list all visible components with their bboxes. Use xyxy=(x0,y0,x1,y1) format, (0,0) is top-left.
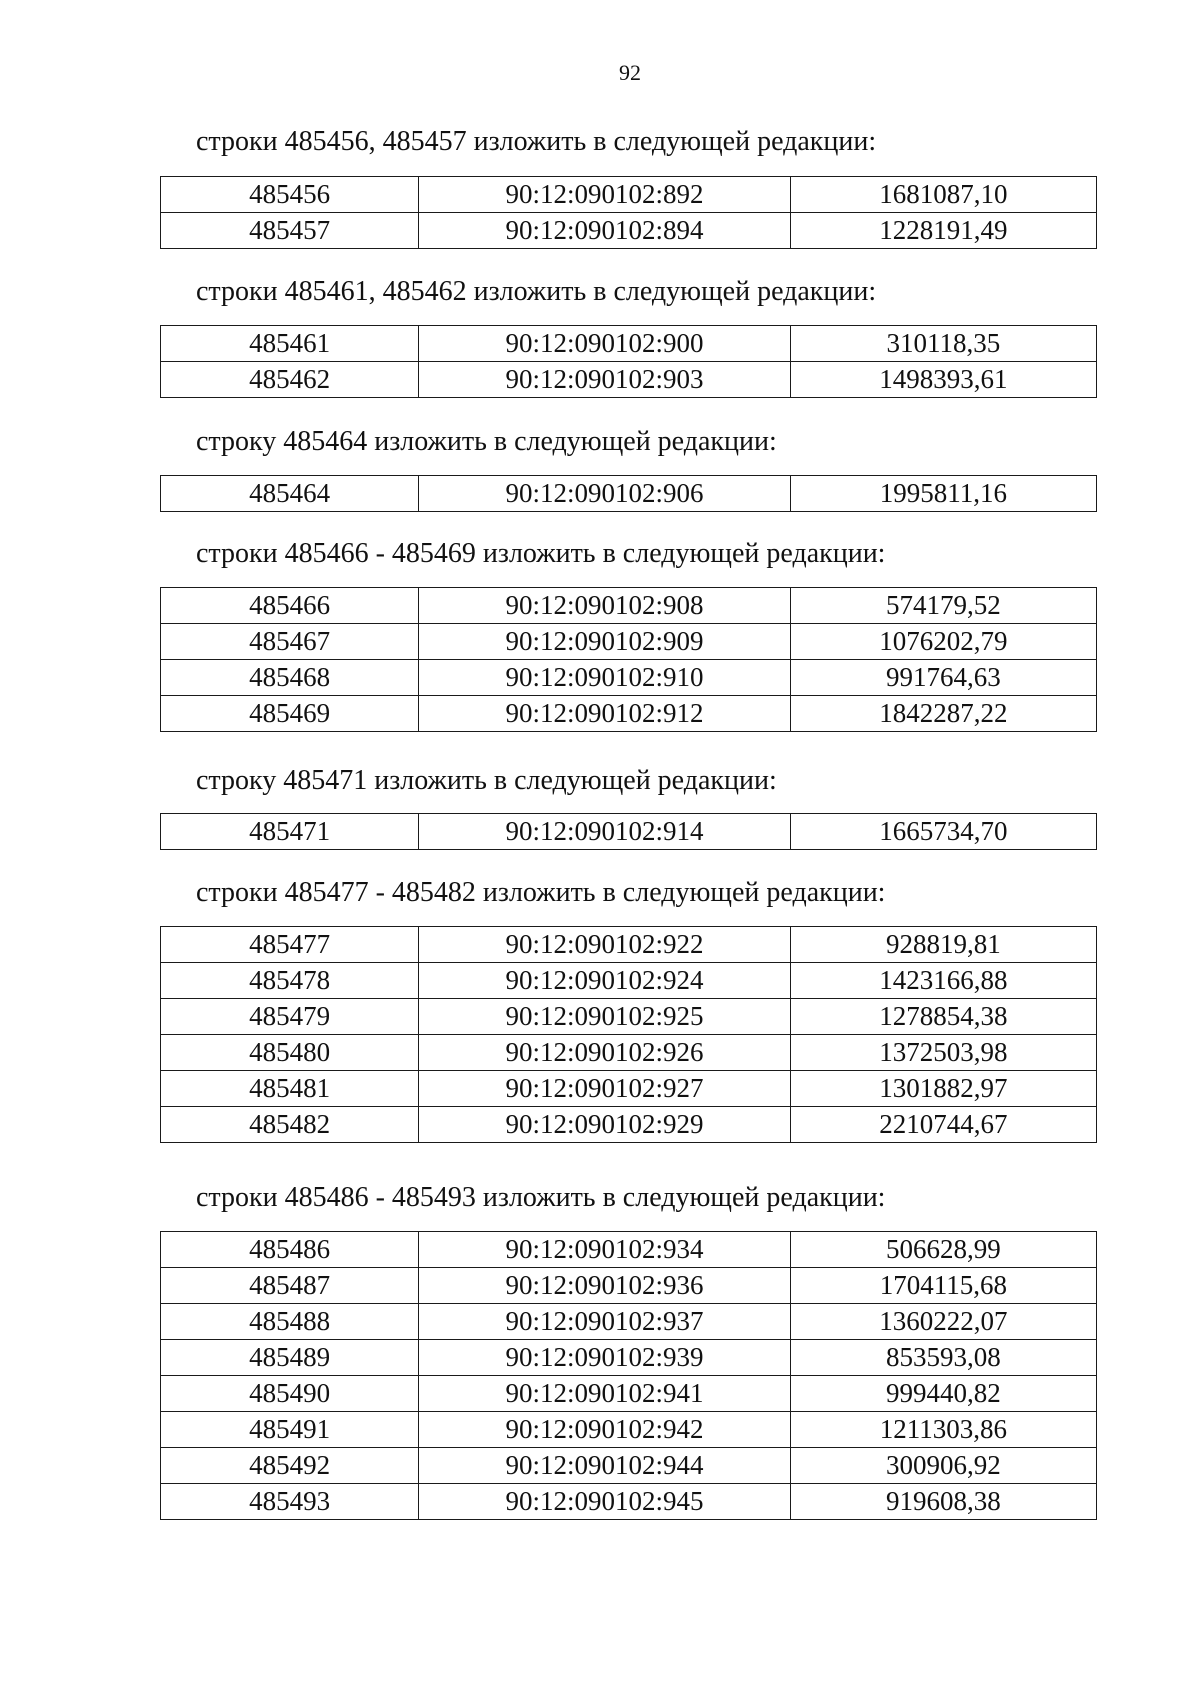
value-cell: 1423166,88 xyxy=(790,963,1096,999)
value-cell: 1360222,07 xyxy=(790,1304,1096,1340)
row-number-cell: 485490 xyxy=(161,1376,419,1412)
amendment-table xyxy=(160,325,1097,398)
table-row xyxy=(161,1107,1097,1143)
value-cell: 1842287,22 xyxy=(790,696,1096,732)
row-number-cell: 485471 xyxy=(161,814,419,850)
section-intro: строку 485464 изложить в следующей редакции: xyxy=(196,426,777,457)
row-number-cell: 485466 xyxy=(161,588,419,624)
row-number-cell: 485479 xyxy=(161,999,419,1035)
cadastral-number-cell: 90:12:090102:906 xyxy=(419,476,790,512)
table-row xyxy=(161,476,1097,512)
value-cell: 853593,08 xyxy=(790,1340,1096,1376)
cadastral-number-cell: 90:12:090102:912 xyxy=(419,696,790,732)
cadastral-number-cell: 90:12:090102:910 xyxy=(419,660,790,696)
cadastral-number-cell: 90:12:090102:945 xyxy=(419,1484,790,1520)
row-number-cell: 485457 xyxy=(161,213,419,249)
table-row xyxy=(161,927,1097,963)
value-cell: 574179,52 xyxy=(790,588,1096,624)
amendment-section xyxy=(160,274,1097,394)
section-intro: строки 485486 - 485493 изложить в следующей редакции: xyxy=(196,1182,886,1213)
section-intro: строки 485466 - 485469 изложить в следующей редакции: xyxy=(196,538,886,569)
value-cell: 300906,92 xyxy=(790,1448,1096,1484)
amendment-section xyxy=(160,875,1097,1139)
row-number-cell: 485493 xyxy=(161,1484,419,1520)
cadastral-number-cell: 90:12:090102:908 xyxy=(419,588,790,624)
row-number-cell: 485456 xyxy=(161,177,419,213)
value-cell: 2210744,67 xyxy=(790,1107,1096,1143)
table-row xyxy=(161,362,1097,398)
section-intro: строки 485456, 485457 изложить в следующей редакции: xyxy=(196,126,877,157)
cadastral-number-cell: 90:12:090102:900 xyxy=(419,326,790,362)
table-row xyxy=(161,624,1097,660)
row-number-cell: 485491 xyxy=(161,1412,419,1448)
cadastral-number-cell: 90:12:090102:937 xyxy=(419,1304,790,1340)
table-row xyxy=(161,660,1097,696)
section-intro: строки 485461, 485462 изложить в следующей редакции: xyxy=(196,276,877,307)
cadastral-number-cell: 90:12:090102:934 xyxy=(419,1232,790,1268)
section-intro: строку 485471 изложить в следующей редакции: xyxy=(196,765,777,796)
cadastral-number-cell: 90:12:090102:894 xyxy=(419,213,790,249)
amendment-section xyxy=(160,424,1097,508)
row-number-cell: 485469 xyxy=(161,696,419,732)
value-cell: 1076202,79 xyxy=(790,624,1096,660)
amendment-table xyxy=(160,176,1097,249)
table-row xyxy=(161,1484,1097,1520)
row-number-cell: 485478 xyxy=(161,963,419,999)
value-cell: 919608,38 xyxy=(790,1484,1096,1520)
page-number: 92 xyxy=(619,60,641,85)
row-number-cell: 485477 xyxy=(161,927,419,963)
row-number-cell: 485487 xyxy=(161,1268,419,1304)
cadastral-number-cell: 90:12:090102:927 xyxy=(419,1071,790,1107)
cadastral-number-cell: 90:12:090102:892 xyxy=(419,177,790,213)
value-cell: 1278854,38 xyxy=(790,999,1096,1035)
row-number-cell: 485489 xyxy=(161,1340,419,1376)
amendment-table xyxy=(160,1231,1097,1520)
row-number-cell: 485462 xyxy=(161,362,419,398)
cadastral-number-cell: 90:12:090102:924 xyxy=(419,963,790,999)
table-row xyxy=(161,696,1097,732)
cadastral-number-cell: 90:12:090102:914 xyxy=(419,814,790,850)
cadastral-number-cell: 90:12:090102:909 xyxy=(419,624,790,660)
row-number-cell: 485461 xyxy=(161,326,419,362)
row-number-cell: 485482 xyxy=(161,1107,419,1143)
table-row xyxy=(161,999,1097,1035)
table-row xyxy=(161,1232,1097,1268)
cadastral-number-cell: 90:12:090102:942 xyxy=(419,1412,790,1448)
section-intro: строки 485477 - 485482 изложить в следующей редакции: xyxy=(196,877,886,908)
value-cell: 1665734,70 xyxy=(790,814,1096,850)
table-row xyxy=(161,1448,1097,1484)
value-cell: 928819,81 xyxy=(790,927,1096,963)
table-row xyxy=(161,1071,1097,1107)
table-row xyxy=(161,1340,1097,1376)
row-number-cell: 485464 xyxy=(161,476,419,512)
table-row xyxy=(161,588,1097,624)
value-cell: 506628,99 xyxy=(790,1232,1096,1268)
table-row xyxy=(161,1412,1097,1448)
table-row xyxy=(161,326,1097,362)
amendment-section xyxy=(160,763,1097,846)
amendment-table xyxy=(160,926,1097,1143)
cadastral-number-cell: 90:12:090102:944 xyxy=(419,1448,790,1484)
cadastral-number-cell: 90:12:090102:939 xyxy=(419,1340,790,1376)
cadastral-number-cell: 90:12:090102:903 xyxy=(419,362,790,398)
value-cell: 991764,63 xyxy=(790,660,1096,696)
amendment-section xyxy=(160,536,1097,728)
amendment-section xyxy=(160,124,1097,245)
amendment-section xyxy=(160,1180,1097,1516)
table-row xyxy=(161,1268,1097,1304)
value-cell: 1372503,98 xyxy=(790,1035,1096,1071)
table-row xyxy=(161,1304,1097,1340)
cadastral-number-cell: 90:12:090102:925 xyxy=(419,999,790,1035)
value-cell: 1228191,49 xyxy=(790,213,1096,249)
table-row xyxy=(161,177,1097,213)
row-number-cell: 485468 xyxy=(161,660,419,696)
table-row xyxy=(161,814,1097,850)
row-number-cell: 485486 xyxy=(161,1232,419,1268)
cadastral-number-cell: 90:12:090102:941 xyxy=(419,1376,790,1412)
row-number-cell: 485467 xyxy=(161,624,419,660)
value-cell: 310118,35 xyxy=(790,326,1096,362)
value-cell: 1995811,16 xyxy=(790,476,1096,512)
table-row xyxy=(161,963,1097,999)
value-cell: 1681087,10 xyxy=(790,177,1096,213)
amendment-table xyxy=(160,475,1097,512)
row-number-cell: 485488 xyxy=(161,1304,419,1340)
cadastral-number-cell: 90:12:090102:929 xyxy=(419,1107,790,1143)
cadastral-number-cell: 90:12:090102:926 xyxy=(419,1035,790,1071)
cadastral-number-cell: 90:12:090102:922 xyxy=(419,927,790,963)
cadastral-number-cell: 90:12:090102:936 xyxy=(419,1268,790,1304)
value-cell: 1211303,86 xyxy=(790,1412,1096,1448)
table-row xyxy=(161,1035,1097,1071)
amendment-table xyxy=(160,587,1097,732)
row-number-cell: 485480 xyxy=(161,1035,419,1071)
table-row xyxy=(161,213,1097,249)
row-number-cell: 485481 xyxy=(161,1071,419,1107)
value-cell: 999440,82 xyxy=(790,1376,1096,1412)
value-cell: 1704115,68 xyxy=(790,1268,1096,1304)
value-cell: 1301882,97 xyxy=(790,1071,1096,1107)
table-row xyxy=(161,1376,1097,1412)
amendment-table xyxy=(160,813,1097,850)
row-number-cell: 485492 xyxy=(161,1448,419,1484)
value-cell: 1498393,61 xyxy=(790,362,1096,398)
